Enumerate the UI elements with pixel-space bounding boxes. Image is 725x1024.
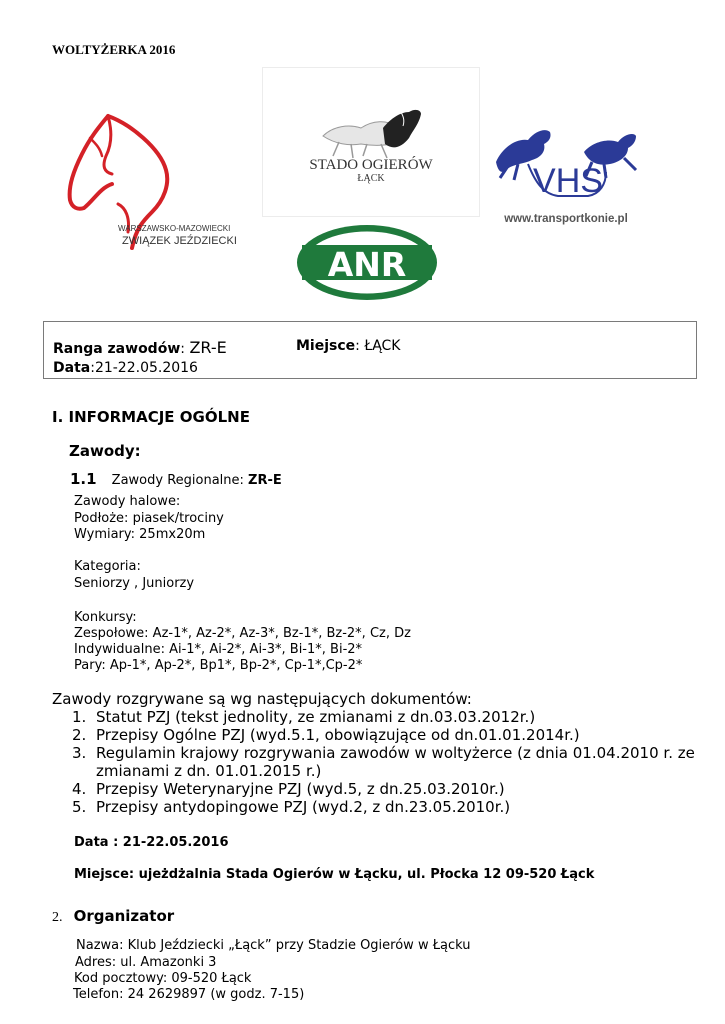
vhs-url: www.transportkonie.pl [504, 213, 628, 225]
konkursy-pary: Pary: Ap-1*, Ap-2*, Bp1*, Bp-2*, Cp-1*,Cp-2* [74, 658, 363, 673]
list-item: 4. Przepisy Weterynaryjne PZJ (wyd.5, z dn.25.03.2010r.) [72, 780, 505, 798]
miejsce-value: ŁĄCK [364, 338, 401, 354]
ranga-label: Ranga zawodów [53, 341, 181, 357]
list-item: 2. Przepisy Ogólne PZJ (wyd.5.1, obowiązujące od dn.01.01.2014r.) [72, 726, 580, 744]
stado-ogierow-logo [262, 67, 480, 217]
ranga-row: Ranga zawodów: ZR-E [53, 338, 227, 357]
data-label: Data [53, 360, 91, 376]
wmzj-line1: WARSZAWSKO-MAZOWIECKI [118, 224, 231, 233]
konkursy-indywidualne: Indywidualne: Ai-1*, Ai-2*, Ai-3*, Bi-1*, Bi-2* [74, 642, 363, 657]
organizer-name: Nazwa: Klub Jeździecki „Łąck” przy Stadzie Ogierów w Łącku [76, 938, 471, 953]
stado-line1: STADO OGIERÓW [309, 157, 433, 173]
document-title: WOLTYŻERKA 2016 [52, 42, 176, 57]
jumping-horses-icon [488, 122, 648, 232]
documents-intro: Zawody rozgrywane są wg następujących dokumentów: [52, 690, 472, 708]
detail-wymiary: Wymiary: 25mx20m [74, 527, 206, 542]
item-1-1 [70, 469, 282, 488]
section-heading: I. INFORMACJE OGÓLNE [52, 408, 250, 426]
data-value: 21-22.05.2016 [94, 360, 198, 376]
organizer-postal: Kod pocztowy: 09-520 Łąck [74, 971, 252, 986]
miejsce-row: Miejsce: ŁĄCK [296, 338, 401, 354]
horse-head-outline-icon [60, 108, 245, 258]
anr-logo [296, 224, 438, 301]
list-item: 3. Regulamin krajowy rozgrywania zawodów w woltyżerce (z dnia 01.04.2010 r. ze zmianami z dn. 01.01.2015 r.) [72, 744, 695, 780]
konkursy-label: Konkursy: [74, 610, 137, 625]
zawody-heading: Zawody: [69, 442, 141, 460]
galloping-horses-icon [263, 68, 479, 216]
kategoria-label: Kategoria: [74, 559, 141, 574]
documents-list [72, 708, 716, 816]
section2-title: Organizator [73, 907, 175, 925]
item-value: ZR-E [248, 473, 282, 488]
stado-line2: ŁĄCK [357, 173, 385, 184]
kategoria-value: Seniorzy , Juniorzy [74, 576, 195, 591]
vhs-logo [488, 122, 648, 232]
organizer-phone: Telefon: 24 2629897 (w godz. 7-15) [73, 987, 305, 1002]
miejsce-label: Miejsce [296, 338, 356, 354]
data-line: Data : 21-22.05.2016 [74, 835, 229, 850]
detail-podloze: Podłoże: piasek/trociny [74, 511, 224, 526]
wmzj-line2: ZWIĄZEK JEŹDZIECKI [122, 235, 237, 247]
wmzj-logo [60, 108, 245, 258]
vhs-text: VHS [533, 162, 603, 200]
section2-heading [52, 906, 174, 926]
anr-text: ANR [327, 245, 407, 284]
list-item: 5. Przepisy antydopingowe PZJ (wyd.2, z dn.23.05.2010r.) [72, 798, 511, 816]
anr-oval-icon [296, 224, 438, 301]
detail-halowe: Zawody halowe: [74, 494, 181, 509]
miejsce-line: Miejsce: ujeżdżalnia Stada Ogierów w Łącku, ul. Płocka 12 09-520 Łąck [74, 867, 595, 882]
ranga-value: ZR-E [189, 338, 227, 357]
item-label: Zawody Regionalne: [111, 473, 249, 488]
section2-number: 2. [52, 910, 63, 925]
competition-info-box [43, 321, 697, 379]
list-item: 1. Statut PZJ (tekst jednolity, ze zmianami z dn.03.03.2012r.) [72, 708, 536, 726]
item-number: 1.1 [70, 470, 97, 488]
data-row: Data:21-22.05.2016 [53, 360, 198, 376]
organizer-address: Adres: ul. Amazonki 3 [75, 955, 217, 970]
konkursy-zespolowe: Zespołowe: Az-1*, Az-2*, Az-3*, Bz-1*, Bz-2*, Cz, Dz [74, 626, 411, 641]
